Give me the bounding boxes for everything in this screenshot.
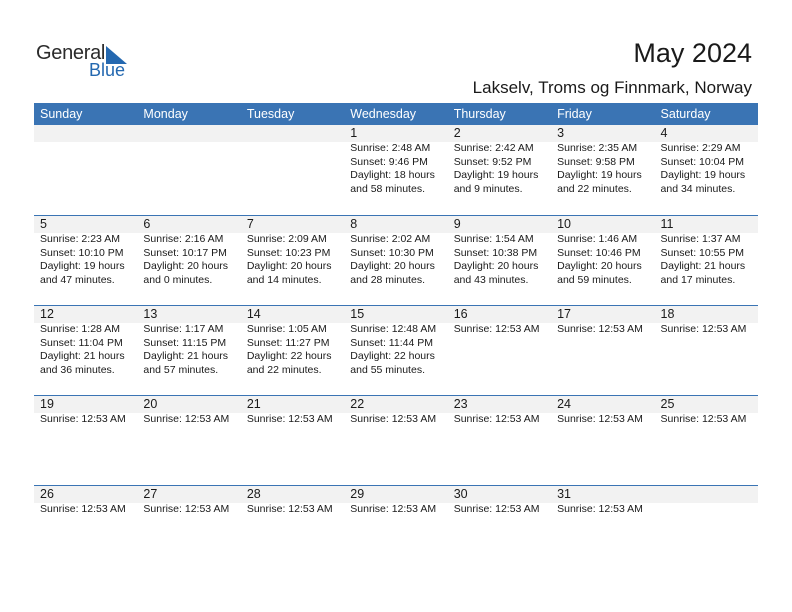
day-cell [241,216,344,287]
day-number: 21 [246,397,261,411]
empty-day-cell [137,125,240,196]
empty-day-cell [655,486,758,517]
day-cell [448,125,551,196]
sun-info-line: Sunrise: 1:37 AM [660,233,741,245]
week-row [34,395,758,485]
day-number: 24 [557,397,572,411]
empty-day-cell [34,125,137,196]
sun-info-line: Daylight: 20 hours [350,260,435,272]
day-sun-info [454,233,551,287]
sun-info-line: Sunrise: 2:35 AM [557,142,638,154]
day-number: 29 [350,487,365,501]
day-sun-info [247,413,344,427]
sun-info-line: Daylight: 20 hours [246,260,332,272]
sun-info-line: Sunrise: 12:53 AM [660,323,747,335]
calendar-weeks [34,125,758,575]
day-number: 19 [40,397,54,411]
sun-info-line: Sunrise: 12:53 AM [453,323,540,335]
sun-info-line: Sunrise: 12:53 AM [557,413,643,425]
sun-info-line: Sunset: 11:44 PM [350,336,433,349]
sun-info-line: Sunset: 9:52 PM [453,155,532,168]
sun-info-line: and 17 minutes. [660,273,736,286]
day-sun-info [350,233,447,287]
day-cell [344,306,447,377]
day-sun-info [557,503,654,517]
empty-day-cell [241,125,344,196]
day-cell [655,396,758,427]
sun-info-line: Sunrise: 12:53 AM [453,413,540,425]
sun-info-line: Sunset: 10:17 PM [143,246,227,259]
sun-info-line: and 22 minutes. [557,182,632,195]
sun-info-line: and 43 minutes. [453,273,529,286]
sun-info-line: Sunrise: 2:48 AM [350,142,431,154]
weekday-header-tuesday: Tuesday [246,107,295,121]
day-number: 16 [453,307,468,321]
sun-info-line: Sunrise: 12:53 AM [246,503,333,515]
sun-info-line: Sunset: 10:23 PM [246,246,331,259]
sun-info-line: Sunset: 11:27 PM [246,336,330,349]
weekday-header-saturday: Saturday [660,107,711,121]
sun-info-line: Sunrise: 2:02 AM [350,233,431,245]
day-sun-info [247,503,344,517]
day-number: 2 [453,126,461,140]
day-cell [34,216,137,287]
sun-info-line: Daylight: 21 hours [40,350,125,362]
sun-info-line: Sunset: 9:46 PM [350,155,428,168]
sun-info-line: Sunrise: 2:23 AM [40,233,120,245]
sun-info-line: Sunrise: 12:53 AM [143,503,230,515]
sun-info-line: and 58 minutes. [350,182,425,195]
sun-info-line: Daylight: 19 hours [660,169,746,181]
day-number: 18 [660,307,675,321]
week-row [34,215,758,305]
sun-info-line: Sunrise: 2:09 AM [246,233,327,245]
day-cell [34,306,137,377]
day-sun-info [557,233,654,287]
day-number: 30 [453,487,468,501]
day-number: 26 [40,487,54,501]
sun-info-line: Sunrise: 1:28 AM [40,323,120,335]
day-cell [655,216,758,287]
sun-info-line: Sunrise: 12:53 AM [350,503,437,515]
day-cell [655,306,758,377]
day-number: 6 [143,217,151,231]
day-sun-info [454,503,551,517]
sun-info-line: and 34 minutes. [660,182,736,195]
sun-info-line: Sunset: 10:46 PM [557,246,641,259]
day-cell [241,396,344,427]
sun-info-line: and 55 minutes. [350,363,425,376]
sun-info-line: Sunset: 10:04 PM [660,155,744,168]
day-number: 9 [453,217,461,231]
day-number: 20 [143,397,158,411]
sun-info-line: Sunset: 10:30 PM [350,246,434,259]
sun-info-line: Sunset: 10:10 PM [40,246,124,259]
day-cell [551,486,654,517]
day-sun-info [143,233,240,287]
brand-logo [36,42,136,82]
day-number: 28 [246,487,261,501]
day-sun-info [557,413,654,427]
sun-info-line: Daylight: 21 hours [143,350,229,362]
day-number: 4 [660,126,668,140]
logo-text-general: General [36,42,106,64]
sun-info-line: Sunrise: 12:53 AM [453,503,540,515]
day-sun-info [143,413,240,427]
day-cell [551,306,654,377]
sun-info-line: Sunrise: 2:42 AM [453,142,534,154]
sun-info-line: Sunrise: 2:16 AM [143,233,224,245]
page-title: May 2024 [633,38,752,68]
sun-info-line: Daylight: 22 hours [350,350,435,362]
day-cell [137,486,240,517]
weekday-header-row [34,103,758,125]
day-cell [344,125,447,196]
day-number: 10 [557,217,572,231]
day-sun-info [143,503,240,517]
day-cell [137,216,240,287]
day-sun-info [247,323,344,377]
day-number: 14 [246,307,261,321]
logo-text-blue: Blue [89,60,126,80]
day-cell [448,396,551,427]
sun-info-line: Sunrise: 12:53 AM [143,413,230,425]
day-cell [344,396,447,427]
day-number: 12 [40,307,54,321]
day-cell [551,125,654,196]
day-number [661,486,758,503]
week-row [34,485,758,575]
sun-info-line: Daylight: 20 hours [453,260,539,272]
day-cell [241,486,344,517]
sun-info-line: Daylight: 20 hours [557,260,642,272]
sun-info-line: Sunset: 10:38 PM [453,246,538,259]
day-number: 8 [350,217,358,231]
sun-info-line: Daylight: 21 hours [660,260,746,272]
day-sun-info [661,233,758,287]
sun-info-line: Sunset: 11:15 PM [143,336,227,349]
day-cell [137,396,240,427]
day-number: 13 [143,307,158,321]
day-sun-info [557,323,654,337]
sun-info-line: Sunrise: 2:29 AM [660,142,741,154]
day-cell [344,486,447,517]
day-cell [448,306,551,377]
sun-info-line: Sunset: 9:58 PM [557,155,635,168]
sun-info-line: Sunrise: 1:54 AM [453,233,534,245]
week-row [34,305,758,395]
day-sun-info [661,142,758,196]
sun-info-line: Sunrise: 1:17 AM [143,323,224,335]
day-sun-info [350,323,447,377]
sun-info-line: Sunrise: 12:53 AM [557,503,643,515]
day-number: 25 [660,397,675,411]
day-sun-info [40,233,137,287]
day-sun-info [350,503,447,517]
sun-info-line: and 47 minutes. [40,273,115,286]
weekday-header-sunday: Sunday [40,107,83,121]
sun-info-line: Daylight: 20 hours [143,260,229,272]
day-sun-info [40,503,137,517]
sun-info-line: Sunrise: 12:53 AM [40,503,126,515]
day-sun-info [350,413,447,427]
day-cell [551,396,654,427]
day-number: 27 [143,487,158,501]
sun-info-line: Daylight: 19 hours [557,169,642,181]
day-cell [655,125,758,196]
day-sun-info [40,323,137,377]
day-number: 5 [40,217,47,231]
sun-info-line: Sunrise: 12:53 AM [557,323,643,335]
sun-info-line: Sunrise: 12:53 AM [40,413,126,425]
day-sun-info [143,323,240,377]
day-sun-info [454,413,551,427]
day-number: 22 [350,397,365,411]
sun-info-line: and 0 minutes. [143,273,213,286]
day-sun-info [661,413,758,427]
day-cell [241,306,344,377]
sun-info-line: Daylight: 19 hours [453,169,539,181]
day-number: 7 [246,217,254,231]
day-sun-info [454,323,551,337]
sun-info-line: and 14 minutes. [246,273,322,286]
day-sun-info [454,142,551,196]
day-sun-info [247,233,344,287]
sun-info-line: and 28 minutes. [350,273,425,286]
sun-info-line: Sunrise: 12:53 AM [660,413,747,425]
sun-info-line: and 36 minutes. [40,363,115,376]
day-sun-info [350,142,447,196]
day-number: 3 [557,126,565,140]
sun-info-line: Sunrise: 12:53 AM [246,413,333,425]
day-number: 15 [350,307,365,321]
day-number: 17 [557,307,572,321]
sun-info-line: Sunrise: 1:05 AM [246,323,327,335]
sun-info-line: and 57 minutes. [143,363,219,376]
day-number [247,125,344,142]
day-number: 23 [453,397,468,411]
day-sun-info [661,323,758,337]
weekday-header-thursday: Thursday [453,107,506,121]
sun-info-line: Sunrise: 1:46 AM [557,233,638,245]
day-cell [344,216,447,287]
weekday-header-wednesday: Wednesday [350,107,417,121]
day-cell [137,306,240,377]
sun-info-line: Sunrise: 12:48 AM [350,323,437,335]
sun-info-line: and 59 minutes. [557,273,632,286]
day-number: 1 [350,126,358,140]
sun-info-line: Sunset: 10:55 PM [660,246,744,259]
day-cell [448,216,551,287]
day-number: 11 [660,217,674,231]
day-cell [551,216,654,287]
sun-info-line: Daylight: 18 hours [350,169,435,181]
day-cell [448,486,551,517]
day-number: 31 [557,487,572,501]
sun-info-line: Daylight: 19 hours [40,260,125,272]
day-sun-info [557,142,654,196]
day-number [40,125,137,142]
weekday-header-friday: Friday [557,107,592,121]
weekday-header-monday: Monday [143,107,188,121]
sun-info-line: Daylight: 22 hours [246,350,332,362]
day-sun-info [40,413,137,427]
sun-info-line: Sunrise: 12:53 AM [350,413,437,425]
location-subtitle: Lakselv, Troms og Finnmark, Norway [472,78,752,97]
sun-info-line: Sunset: 11:04 PM [40,336,123,349]
week-row [34,125,758,215]
day-cell [34,486,137,517]
sun-info-line: and 9 minutes. [453,182,523,195]
calendar-grid [34,103,758,575]
day-cell [34,396,137,427]
day-number [143,125,240,142]
sun-info-line: and 22 minutes. [246,363,322,376]
